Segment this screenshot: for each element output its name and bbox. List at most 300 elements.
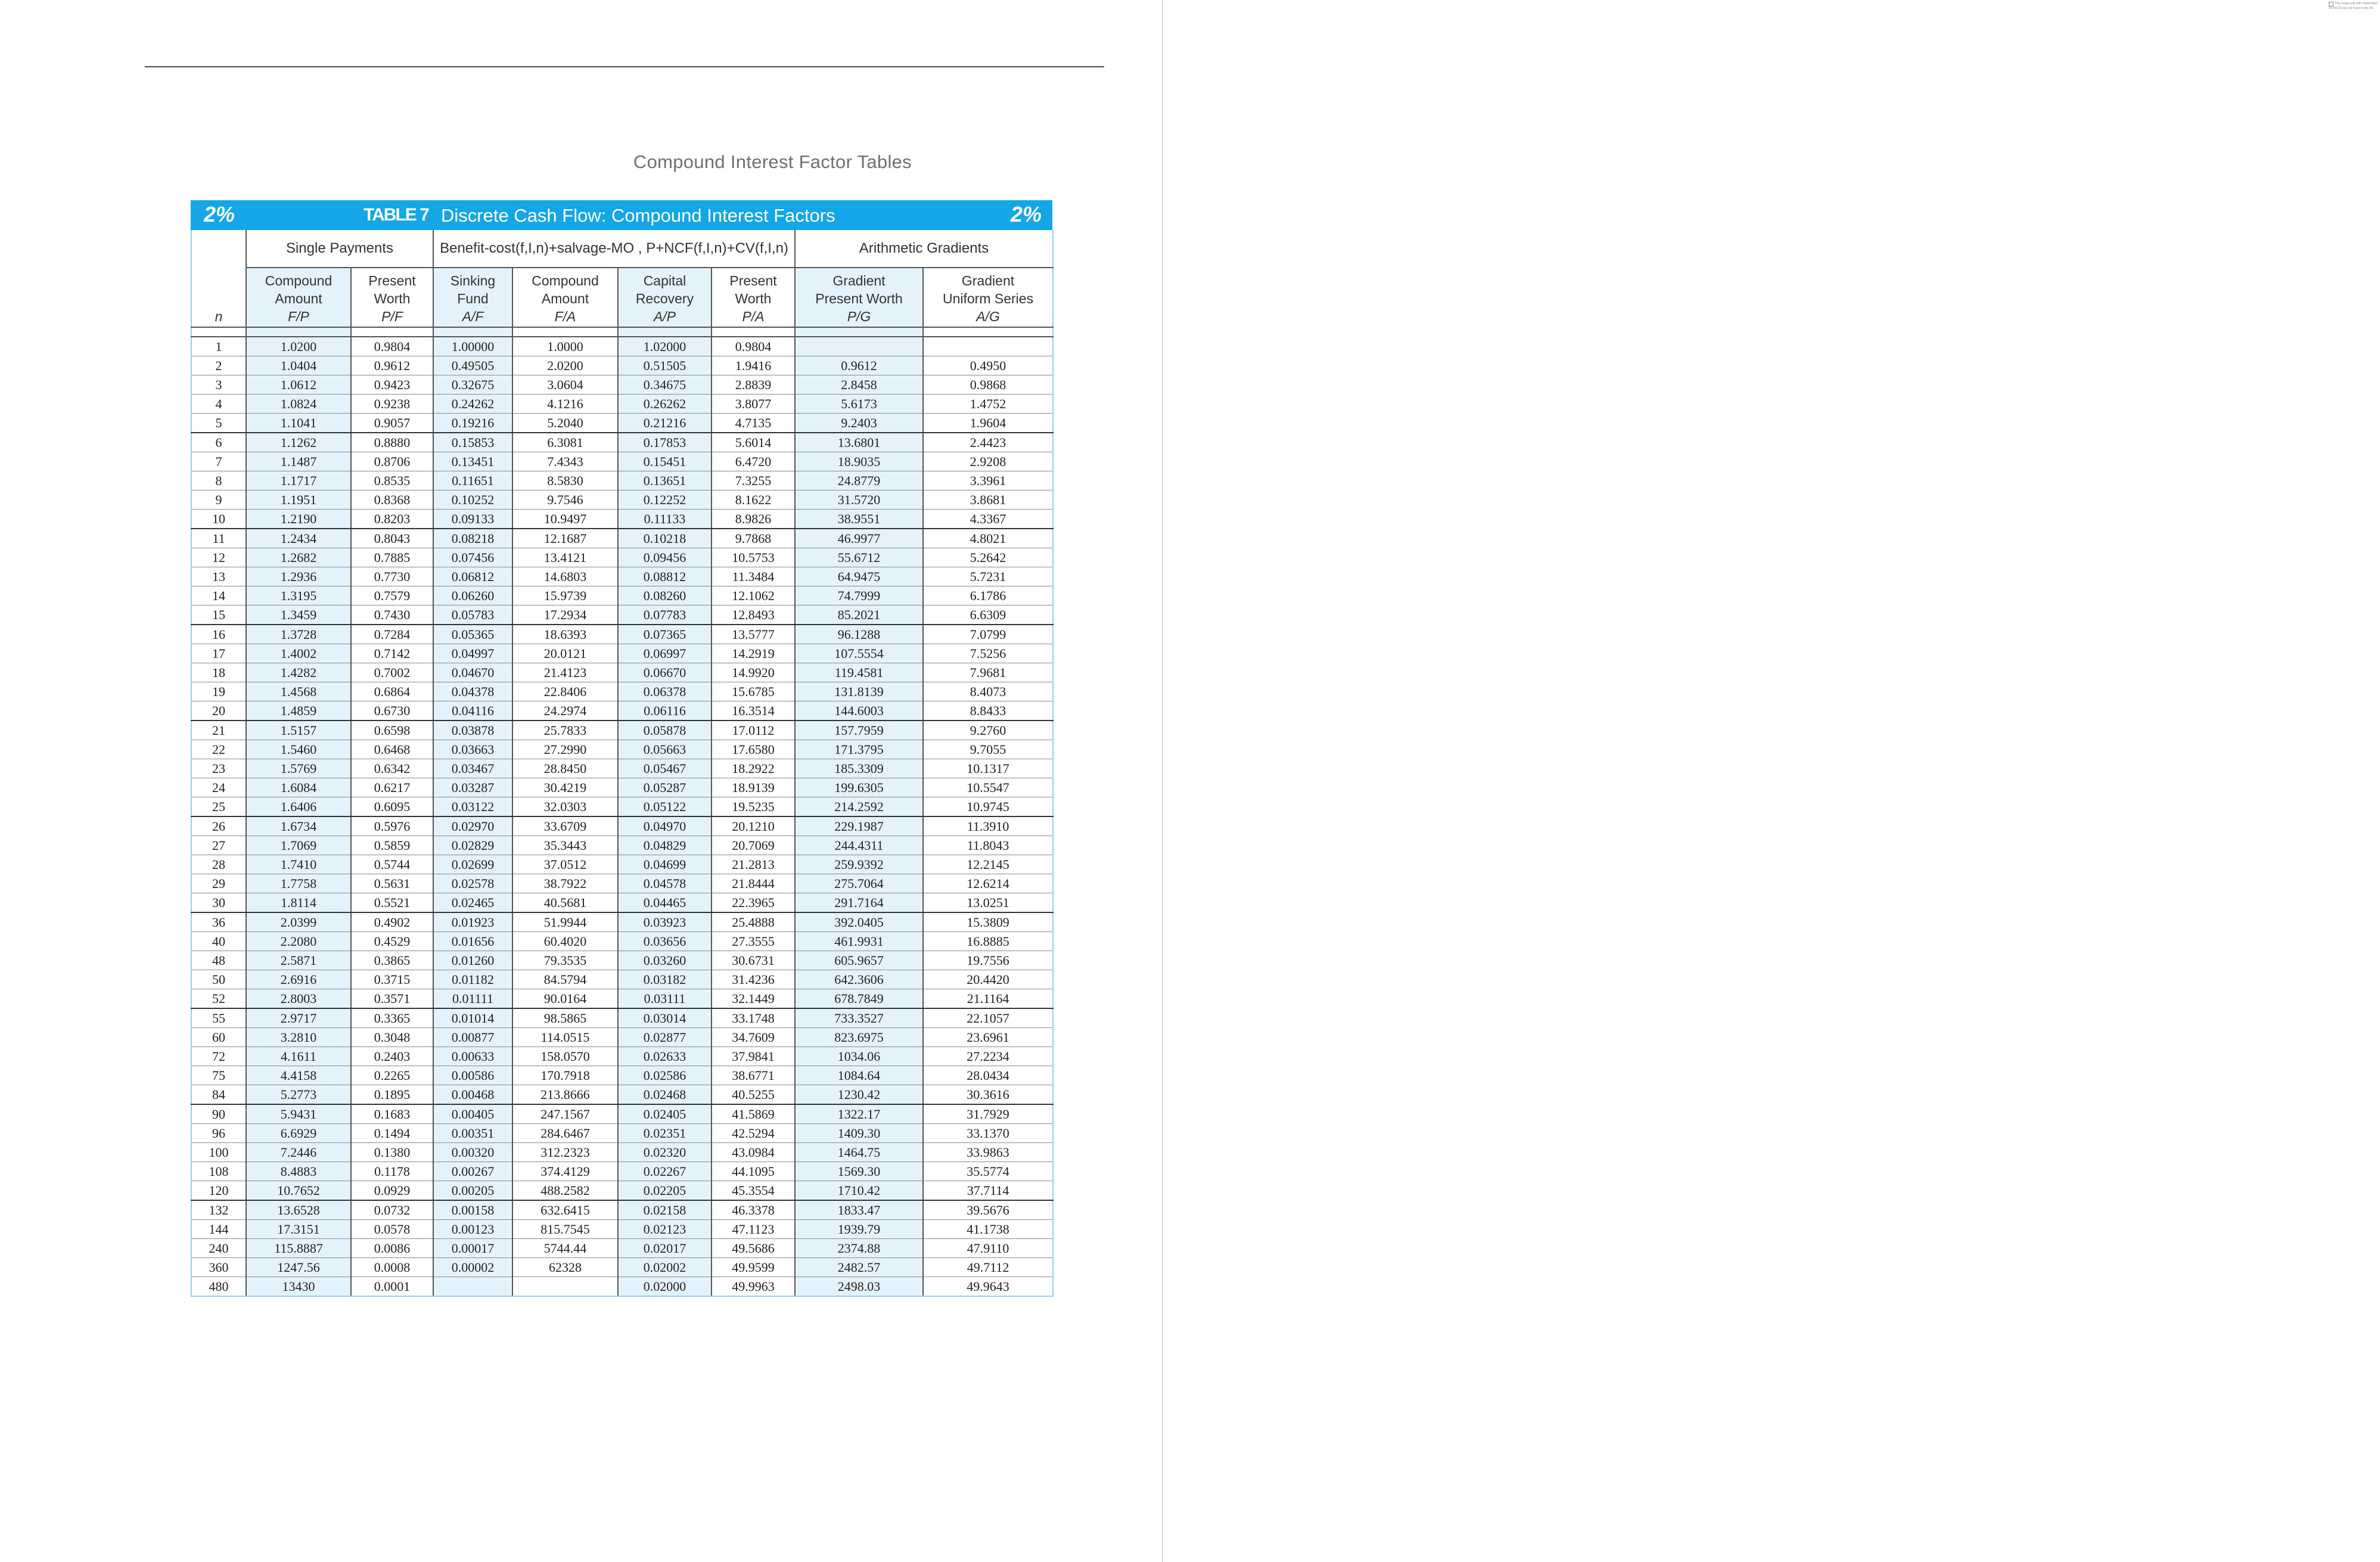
table-row bbox=[191, 759, 1053, 778]
cell-n: 8 bbox=[191, 471, 246, 490]
cell-pg: 823.6975 bbox=[795, 1028, 923, 1047]
cell-ap: 0.11133 bbox=[618, 510, 711, 529]
cell-fa: 5.2040 bbox=[512, 414, 618, 433]
cell-ag: 3.3961 bbox=[923, 471, 1053, 490]
cell-fa: 62328 bbox=[512, 1258, 618, 1277]
table-row bbox=[191, 740, 1053, 759]
table-row bbox=[191, 912, 1053, 932]
cell-fa: 18.6393 bbox=[512, 625, 618, 644]
cell-fp: 1.5460 bbox=[246, 740, 351, 759]
cell-pf: 0.9057 bbox=[351, 414, 433, 433]
cell-fa: 9.7546 bbox=[512, 490, 618, 510]
cell-ap: 1.02000 bbox=[618, 337, 711, 356]
cell-pa: 49.9963 bbox=[711, 1277, 795, 1297]
cell-pa: 14.2919 bbox=[711, 644, 795, 663]
table-row bbox=[191, 548, 1053, 567]
cell-fp: 1.3459 bbox=[246, 605, 351, 625]
table-row bbox=[191, 1028, 1053, 1047]
cell-ag: 27.2234 bbox=[923, 1047, 1053, 1066]
cell-fp: 1.1262 bbox=[246, 433, 351, 452]
cell-n: 28 bbox=[191, 855, 246, 874]
cell-fp: 1.2434 bbox=[246, 529, 351, 548]
cell-pf: 0.3048 bbox=[351, 1028, 433, 1047]
cell-n: 480 bbox=[191, 1277, 246, 1297]
cell-pf: 0.4529 bbox=[351, 932, 433, 951]
cell-pf: 0.2403 bbox=[351, 1047, 433, 1066]
cell-fa bbox=[512, 1277, 618, 1297]
col-header-n: n bbox=[191, 268, 246, 327]
table-row bbox=[191, 701, 1053, 721]
cell-pf: 0.6730 bbox=[351, 701, 433, 721]
cell-pa: 25.4888 bbox=[711, 912, 795, 932]
cell-ag: 8.8433 bbox=[923, 701, 1053, 721]
cell-pf: 0.1380 bbox=[351, 1143, 433, 1162]
cell-n: 72 bbox=[191, 1047, 246, 1066]
cell-fa: 815.7545 bbox=[512, 1220, 618, 1239]
cell-pa: 19.5235 bbox=[711, 797, 795, 817]
cell-pg: 1322.17 bbox=[795, 1104, 923, 1124]
cell-n: 7 bbox=[191, 452, 246, 471]
cell-fa: 1.0000 bbox=[512, 337, 618, 356]
cell-fp: 1.3728 bbox=[246, 625, 351, 644]
cell-pa: 47.1123 bbox=[711, 1220, 795, 1239]
cell-pg: 38.9551 bbox=[795, 510, 923, 529]
cell-ag: 9.2760 bbox=[923, 721, 1053, 740]
cell-fp: 1.1487 bbox=[246, 452, 351, 471]
cell-pf: 0.4902 bbox=[351, 912, 433, 932]
table-row bbox=[191, 816, 1053, 836]
cell-ap: 0.34675 bbox=[618, 375, 711, 395]
table-row bbox=[191, 893, 1053, 913]
cell-pf: 0.6217 bbox=[351, 778, 433, 797]
cell-ag: 31.7929 bbox=[923, 1104, 1053, 1124]
cell-pf: 0.5631 bbox=[351, 874, 433, 893]
cell-n: 27 bbox=[191, 836, 246, 855]
cell-pa: 34.7609 bbox=[711, 1028, 795, 1047]
factor-table-panel bbox=[191, 200, 1052, 1297]
cell-fa: 98.5865 bbox=[512, 1008, 618, 1028]
cell-pf: 0.5859 bbox=[351, 836, 433, 855]
cell-pg: 74.7999 bbox=[795, 586, 923, 605]
cell-ag bbox=[923, 337, 1053, 356]
cell-ap: 0.02468 bbox=[618, 1085, 711, 1105]
cell-fp: 1247.56 bbox=[246, 1258, 351, 1277]
cell-fp: 1.5157 bbox=[246, 721, 351, 740]
cell-pa: 20.7069 bbox=[711, 836, 795, 855]
cell-pf: 0.7579 bbox=[351, 586, 433, 605]
cell-fp: 2.0399 bbox=[246, 912, 351, 932]
cell-ap: 0.03014 bbox=[618, 1008, 711, 1028]
cell-n: 18 bbox=[191, 663, 246, 682]
cell-ag: 23.6961 bbox=[923, 1028, 1053, 1047]
cell-af: 0.02578 bbox=[433, 874, 512, 893]
cell-n: 9 bbox=[191, 490, 246, 510]
cell-ap: 0.02267 bbox=[618, 1162, 711, 1181]
cell-pa: 12.8493 bbox=[711, 605, 795, 625]
cell-pg: 2498.03 bbox=[795, 1277, 923, 1297]
cell-pg: 24.8779 bbox=[795, 471, 923, 490]
cell-pg: 1569.30 bbox=[795, 1162, 923, 1181]
cell-fa: 14.6803 bbox=[512, 567, 618, 586]
cell-pa: 21.8444 bbox=[711, 874, 795, 893]
table-row bbox=[191, 1239, 1053, 1258]
cell-fa: 33.6709 bbox=[512, 816, 618, 836]
cell-af: 0.24262 bbox=[433, 395, 512, 414]
cell-ag: 1.9604 bbox=[923, 414, 1053, 433]
cell-pf: 0.2265 bbox=[351, 1066, 433, 1085]
cell-pf: 0.0008 bbox=[351, 1258, 433, 1277]
cell-ag: 47.9110 bbox=[923, 1239, 1053, 1258]
cell-pg bbox=[795, 337, 923, 356]
cell-pg: 678.7849 bbox=[795, 989, 923, 1009]
table-row bbox=[191, 452, 1053, 471]
cell-ag: 4.3367 bbox=[923, 510, 1053, 529]
cell-fa: 21.4123 bbox=[512, 663, 618, 682]
cell-pf: 0.3715 bbox=[351, 970, 433, 989]
cell-n: 22 bbox=[191, 740, 246, 759]
cell-fa: 2.0200 bbox=[512, 356, 618, 375]
cell-ap: 0.06997 bbox=[618, 644, 711, 663]
group-single-payments: Single Payments bbox=[246, 230, 433, 268]
cell-pa: 49.9599 bbox=[711, 1258, 795, 1277]
cell-pa: 30.6731 bbox=[711, 951, 795, 970]
table-row bbox=[191, 375, 1053, 395]
cell-fa: 6.3081 bbox=[512, 433, 618, 452]
cell-pa: 22.3965 bbox=[711, 893, 795, 913]
cell-fp: 4.1611 bbox=[246, 1047, 351, 1066]
cell-ap: 0.04578 bbox=[618, 874, 711, 893]
cell-af: 0.05783 bbox=[433, 605, 512, 625]
cell-af: 0.00002 bbox=[433, 1258, 512, 1277]
factor-table bbox=[191, 230, 1054, 1297]
cell-pg: 1230.42 bbox=[795, 1085, 923, 1105]
cell-pg: 1409.30 bbox=[795, 1124, 923, 1143]
cell-fa: 4.1216 bbox=[512, 395, 618, 414]
cell-af: 0.01111 bbox=[433, 989, 512, 1009]
cell-af: 0.02970 bbox=[433, 816, 512, 836]
cell-ag: 3.8681 bbox=[923, 490, 1053, 510]
table-row bbox=[191, 433, 1053, 452]
rate-left: 2% bbox=[204, 202, 235, 226]
cell-pa: 44.1095 bbox=[711, 1162, 795, 1181]
cell-af: 0.11651 bbox=[433, 471, 512, 490]
cell-fa: 84.5794 bbox=[512, 970, 618, 989]
col-header-fa: Compound Amount F/A bbox=[512, 268, 618, 327]
cell-fa: 3.0604 bbox=[512, 375, 618, 395]
cell-pg: 199.6305 bbox=[795, 778, 923, 797]
cell-ag: 35.5774 bbox=[923, 1162, 1053, 1181]
col-header-ag: Gradient Uniform Series A/G bbox=[923, 268, 1053, 327]
cell-fa: 30.4219 bbox=[512, 778, 618, 797]
table-row bbox=[191, 1085, 1053, 1105]
cell-pf: 0.8203 bbox=[351, 510, 433, 529]
missing-image-note bbox=[2329, 2, 2380, 10]
table-title: Discrete Cash Flow: Compound Interest Factors bbox=[441, 205, 835, 226]
cell-fa: 312.2323 bbox=[512, 1143, 618, 1162]
cell-ag: 33.9863 bbox=[923, 1143, 1053, 1162]
cell-fp: 2.5871 bbox=[246, 951, 351, 970]
cell-pg: 96.1288 bbox=[795, 625, 923, 644]
cell-fa: 22.8406 bbox=[512, 682, 618, 701]
cell-n: 360 bbox=[191, 1258, 246, 1277]
cell-pg: 18.9035 bbox=[795, 452, 923, 471]
cell-n: 24 bbox=[191, 778, 246, 797]
cell-fp: 1.0404 bbox=[246, 356, 351, 375]
cell-pg: 244.4311 bbox=[795, 836, 923, 855]
cell-fp: 1.7069 bbox=[246, 836, 351, 855]
cell-fa: 114.0515 bbox=[512, 1028, 618, 1047]
cell-fp: 2.9717 bbox=[246, 1008, 351, 1028]
cell-n: 11 bbox=[191, 529, 246, 548]
cell-af: 0.01182 bbox=[433, 970, 512, 989]
cell-pg: 107.5554 bbox=[795, 644, 923, 663]
cell-ap: 0.07783 bbox=[618, 605, 711, 625]
cell-pg: 1833.47 bbox=[795, 1200, 923, 1220]
cell-pg: 5.6173 bbox=[795, 395, 923, 414]
cell-pf: 0.3571 bbox=[351, 989, 433, 1009]
cell-n: 29 bbox=[191, 874, 246, 893]
cell-pa: 13.5777 bbox=[711, 625, 795, 644]
cell-pg: 171.3795 bbox=[795, 740, 923, 759]
cell-pg: 1464.75 bbox=[795, 1143, 923, 1162]
cell-fp: 1.2190 bbox=[246, 510, 351, 529]
cell-af: 0.00877 bbox=[433, 1028, 512, 1047]
cell-fp: 1.0612 bbox=[246, 375, 351, 395]
cell-ap: 0.03656 bbox=[618, 932, 711, 951]
cell-ap: 0.02633 bbox=[618, 1047, 711, 1066]
cell-pg: 31.5720 bbox=[795, 490, 923, 510]
cell-ag: 22.1057 bbox=[923, 1008, 1053, 1028]
cell-fp: 6.6929 bbox=[246, 1124, 351, 1143]
cell-ag: 49.7112 bbox=[923, 1258, 1053, 1277]
cell-ag: 16.8885 bbox=[923, 932, 1053, 951]
cell-n: 50 bbox=[191, 970, 246, 989]
cell-fp: 1.6084 bbox=[246, 778, 351, 797]
cell-ap: 0.09456 bbox=[618, 548, 711, 567]
table-row bbox=[191, 721, 1053, 740]
cell-pa: 10.5753 bbox=[711, 548, 795, 567]
cell-n: 4 bbox=[191, 395, 246, 414]
cell-ap: 0.02000 bbox=[618, 1277, 711, 1297]
cell-pf: 0.7885 bbox=[351, 548, 433, 567]
cell-fa: 488.2582 bbox=[512, 1181, 618, 1201]
cell-pf: 0.8706 bbox=[351, 452, 433, 471]
cell-n: 36 bbox=[191, 912, 246, 932]
table-row bbox=[191, 414, 1053, 433]
table-label: TABLE 7 bbox=[363, 205, 428, 225]
cell-ag: 19.7556 bbox=[923, 951, 1053, 970]
cell-n: 5 bbox=[191, 414, 246, 433]
cell-pa: 8.9826 bbox=[711, 510, 795, 529]
cell-af: 0.01014 bbox=[433, 1008, 512, 1028]
cell-pf: 0.7430 bbox=[351, 605, 433, 625]
cell-af: 0.04670 bbox=[433, 663, 512, 682]
cell-af: 0.02465 bbox=[433, 893, 512, 913]
cell-af: 1.00000 bbox=[433, 337, 512, 356]
cell-fp: 1.7410 bbox=[246, 855, 351, 874]
table-row bbox=[191, 1008, 1053, 1028]
table-row bbox=[191, 932, 1053, 951]
cell-n: 19 bbox=[191, 682, 246, 701]
cell-pf: 0.3865 bbox=[351, 951, 433, 970]
cell-ap: 0.51505 bbox=[618, 356, 711, 375]
cell-pg: 642.3606 bbox=[795, 970, 923, 989]
cell-fp: 1.6734 bbox=[246, 816, 351, 836]
cell-af: 0.19216 bbox=[433, 414, 512, 433]
cell-ag: 7.9681 bbox=[923, 663, 1053, 682]
table-banner bbox=[191, 200, 1052, 230]
cell-ag: 21.1164 bbox=[923, 989, 1053, 1009]
cell-af: 0.32675 bbox=[433, 375, 512, 395]
cell-fa: 247.1567 bbox=[512, 1104, 618, 1124]
cell-n: 12 bbox=[191, 548, 246, 567]
cell-pa: 7.3255 bbox=[711, 471, 795, 490]
cell-pg: 9.2403 bbox=[795, 414, 923, 433]
cell-af: 0.02699 bbox=[433, 855, 512, 874]
cell-fa: 27.2990 bbox=[512, 740, 618, 759]
table-row bbox=[191, 1066, 1053, 1085]
cell-af: 0.04378 bbox=[433, 682, 512, 701]
cell-n: 13 bbox=[191, 567, 246, 586]
cell-pf: 0.9804 bbox=[351, 337, 433, 356]
cell-af: 0.01656 bbox=[433, 932, 512, 951]
cell-n: 55 bbox=[191, 1008, 246, 1028]
cell-fp: 1.5769 bbox=[246, 759, 351, 778]
cell-fa: 51.9944 bbox=[512, 912, 618, 932]
cell-pg: 733.3527 bbox=[795, 1008, 923, 1028]
cell-fp: 115.8887 bbox=[246, 1239, 351, 1258]
cell-n: 14 bbox=[191, 586, 246, 605]
cell-af bbox=[433, 1277, 512, 1297]
cell-pf: 0.6342 bbox=[351, 759, 433, 778]
missing-image-text: This image was with relationship ID rId123 was not found in the file. bbox=[2329, 2, 2378, 10]
cell-fp: 13430 bbox=[246, 1277, 351, 1297]
cell-fa: 90.0164 bbox=[512, 989, 618, 1009]
table-row bbox=[191, 663, 1053, 682]
cell-ap: 0.03923 bbox=[618, 912, 711, 932]
table-row bbox=[191, 490, 1053, 510]
cell-af: 0.00351 bbox=[433, 1124, 512, 1143]
cell-af: 0.05365 bbox=[433, 625, 512, 644]
cell-n: 40 bbox=[191, 932, 246, 951]
cell-ap: 0.02405 bbox=[618, 1104, 711, 1124]
cell-af: 0.03122 bbox=[433, 797, 512, 817]
cell-ap: 0.05878 bbox=[618, 721, 711, 740]
cell-ap: 0.02123 bbox=[618, 1220, 711, 1239]
cell-af: 0.15853 bbox=[433, 433, 512, 452]
cell-n: 75 bbox=[191, 1066, 246, 1085]
cell-ap: 0.05122 bbox=[618, 797, 711, 817]
table-row bbox=[191, 337, 1053, 356]
cell-fp: 3.2810 bbox=[246, 1028, 351, 1047]
cell-n: 10 bbox=[191, 510, 246, 529]
cell-pa: 5.6014 bbox=[711, 433, 795, 452]
cell-ag: 12.6214 bbox=[923, 874, 1053, 893]
cell-fa: 35.3443 bbox=[512, 836, 618, 855]
cell-ag: 20.4420 bbox=[923, 970, 1053, 989]
cell-af: 0.00123 bbox=[433, 1220, 512, 1239]
header-spacer bbox=[191, 327, 1053, 337]
cell-af: 0.13451 bbox=[433, 452, 512, 471]
cell-fa: 40.5681 bbox=[512, 893, 618, 913]
cell-pa: 17.0112 bbox=[711, 721, 795, 740]
cell-pf: 0.0929 bbox=[351, 1181, 433, 1201]
cell-ag: 5.2642 bbox=[923, 548, 1053, 567]
cell-pa: 31.4236 bbox=[711, 970, 795, 989]
cell-pa: 21.2813 bbox=[711, 855, 795, 874]
cell-pa: 0.9804 bbox=[711, 337, 795, 356]
cell-af: 0.03663 bbox=[433, 740, 512, 759]
cell-n: 3 bbox=[191, 375, 246, 395]
cell-fa: 17.2934 bbox=[512, 605, 618, 625]
cell-pg: 2482.57 bbox=[795, 1258, 923, 1277]
cell-fa: 32.0303 bbox=[512, 797, 618, 817]
cell-fa: 213.8666 bbox=[512, 1085, 618, 1105]
table-row bbox=[191, 1277, 1053, 1297]
cell-pg: 1084.64 bbox=[795, 1066, 923, 1085]
cell-fa: 12.1687 bbox=[512, 529, 618, 548]
cell-pg: 119.4581 bbox=[795, 663, 923, 682]
cell-ap: 0.03111 bbox=[618, 989, 711, 1009]
cell-ap: 0.02586 bbox=[618, 1066, 711, 1085]
cell-fa: 8.5830 bbox=[512, 471, 618, 490]
cell-ag: 1.4752 bbox=[923, 395, 1053, 414]
table-row bbox=[191, 395, 1053, 414]
cell-ap: 0.02877 bbox=[618, 1028, 711, 1047]
cell-fp: 1.0824 bbox=[246, 395, 351, 414]
cell-pa: 18.9139 bbox=[711, 778, 795, 797]
cell-pg: 13.6801 bbox=[795, 433, 923, 452]
cell-fp: 17.3151 bbox=[246, 1220, 351, 1239]
cell-af: 0.07456 bbox=[433, 548, 512, 567]
cell-ap: 0.05287 bbox=[618, 778, 711, 797]
cell-n: 96 bbox=[191, 1124, 246, 1143]
cell-ag: 10.9745 bbox=[923, 797, 1053, 817]
cell-pf: 0.3365 bbox=[351, 1008, 433, 1028]
table-row bbox=[191, 625, 1053, 644]
column-header-row bbox=[191, 268, 1053, 327]
cell-fp: 1.8114 bbox=[246, 893, 351, 913]
cell-ag: 37.7114 bbox=[923, 1181, 1053, 1201]
cell-fa: 13.4121 bbox=[512, 548, 618, 567]
table-row bbox=[191, 1181, 1053, 1201]
cell-ag: 8.4073 bbox=[923, 682, 1053, 701]
cell-pf: 0.9612 bbox=[351, 356, 433, 375]
cell-n: 15 bbox=[191, 605, 246, 625]
cell-fp: 2.8003 bbox=[246, 989, 351, 1009]
col-header-ap: Capital Recovery A/P bbox=[618, 268, 711, 327]
cell-fp: 4.4158 bbox=[246, 1066, 351, 1085]
cell-af: 0.00205 bbox=[433, 1181, 512, 1201]
cell-fp: 5.9431 bbox=[246, 1104, 351, 1124]
cell-pa: 46.3378 bbox=[711, 1200, 795, 1220]
cell-af: 0.03467 bbox=[433, 759, 512, 778]
cell-pa: 6.4720 bbox=[711, 452, 795, 471]
table-row bbox=[191, 1200, 1053, 1220]
cell-ag: 49.9643 bbox=[923, 1277, 1053, 1297]
cell-ap: 0.06670 bbox=[618, 663, 711, 682]
cell-fa: 37.0512 bbox=[512, 855, 618, 874]
cell-af: 0.01260 bbox=[433, 951, 512, 970]
cell-ag: 2.9208 bbox=[923, 452, 1053, 471]
broken-image-icon bbox=[2329, 2, 2334, 7]
cell-pa: 17.6580 bbox=[711, 740, 795, 759]
cell-pa: 49.5686 bbox=[711, 1239, 795, 1258]
cell-fp: 10.7652 bbox=[246, 1181, 351, 1201]
table-row bbox=[191, 605, 1053, 625]
cell-n: 20 bbox=[191, 701, 246, 721]
cell-af: 0.00158 bbox=[433, 1200, 512, 1220]
